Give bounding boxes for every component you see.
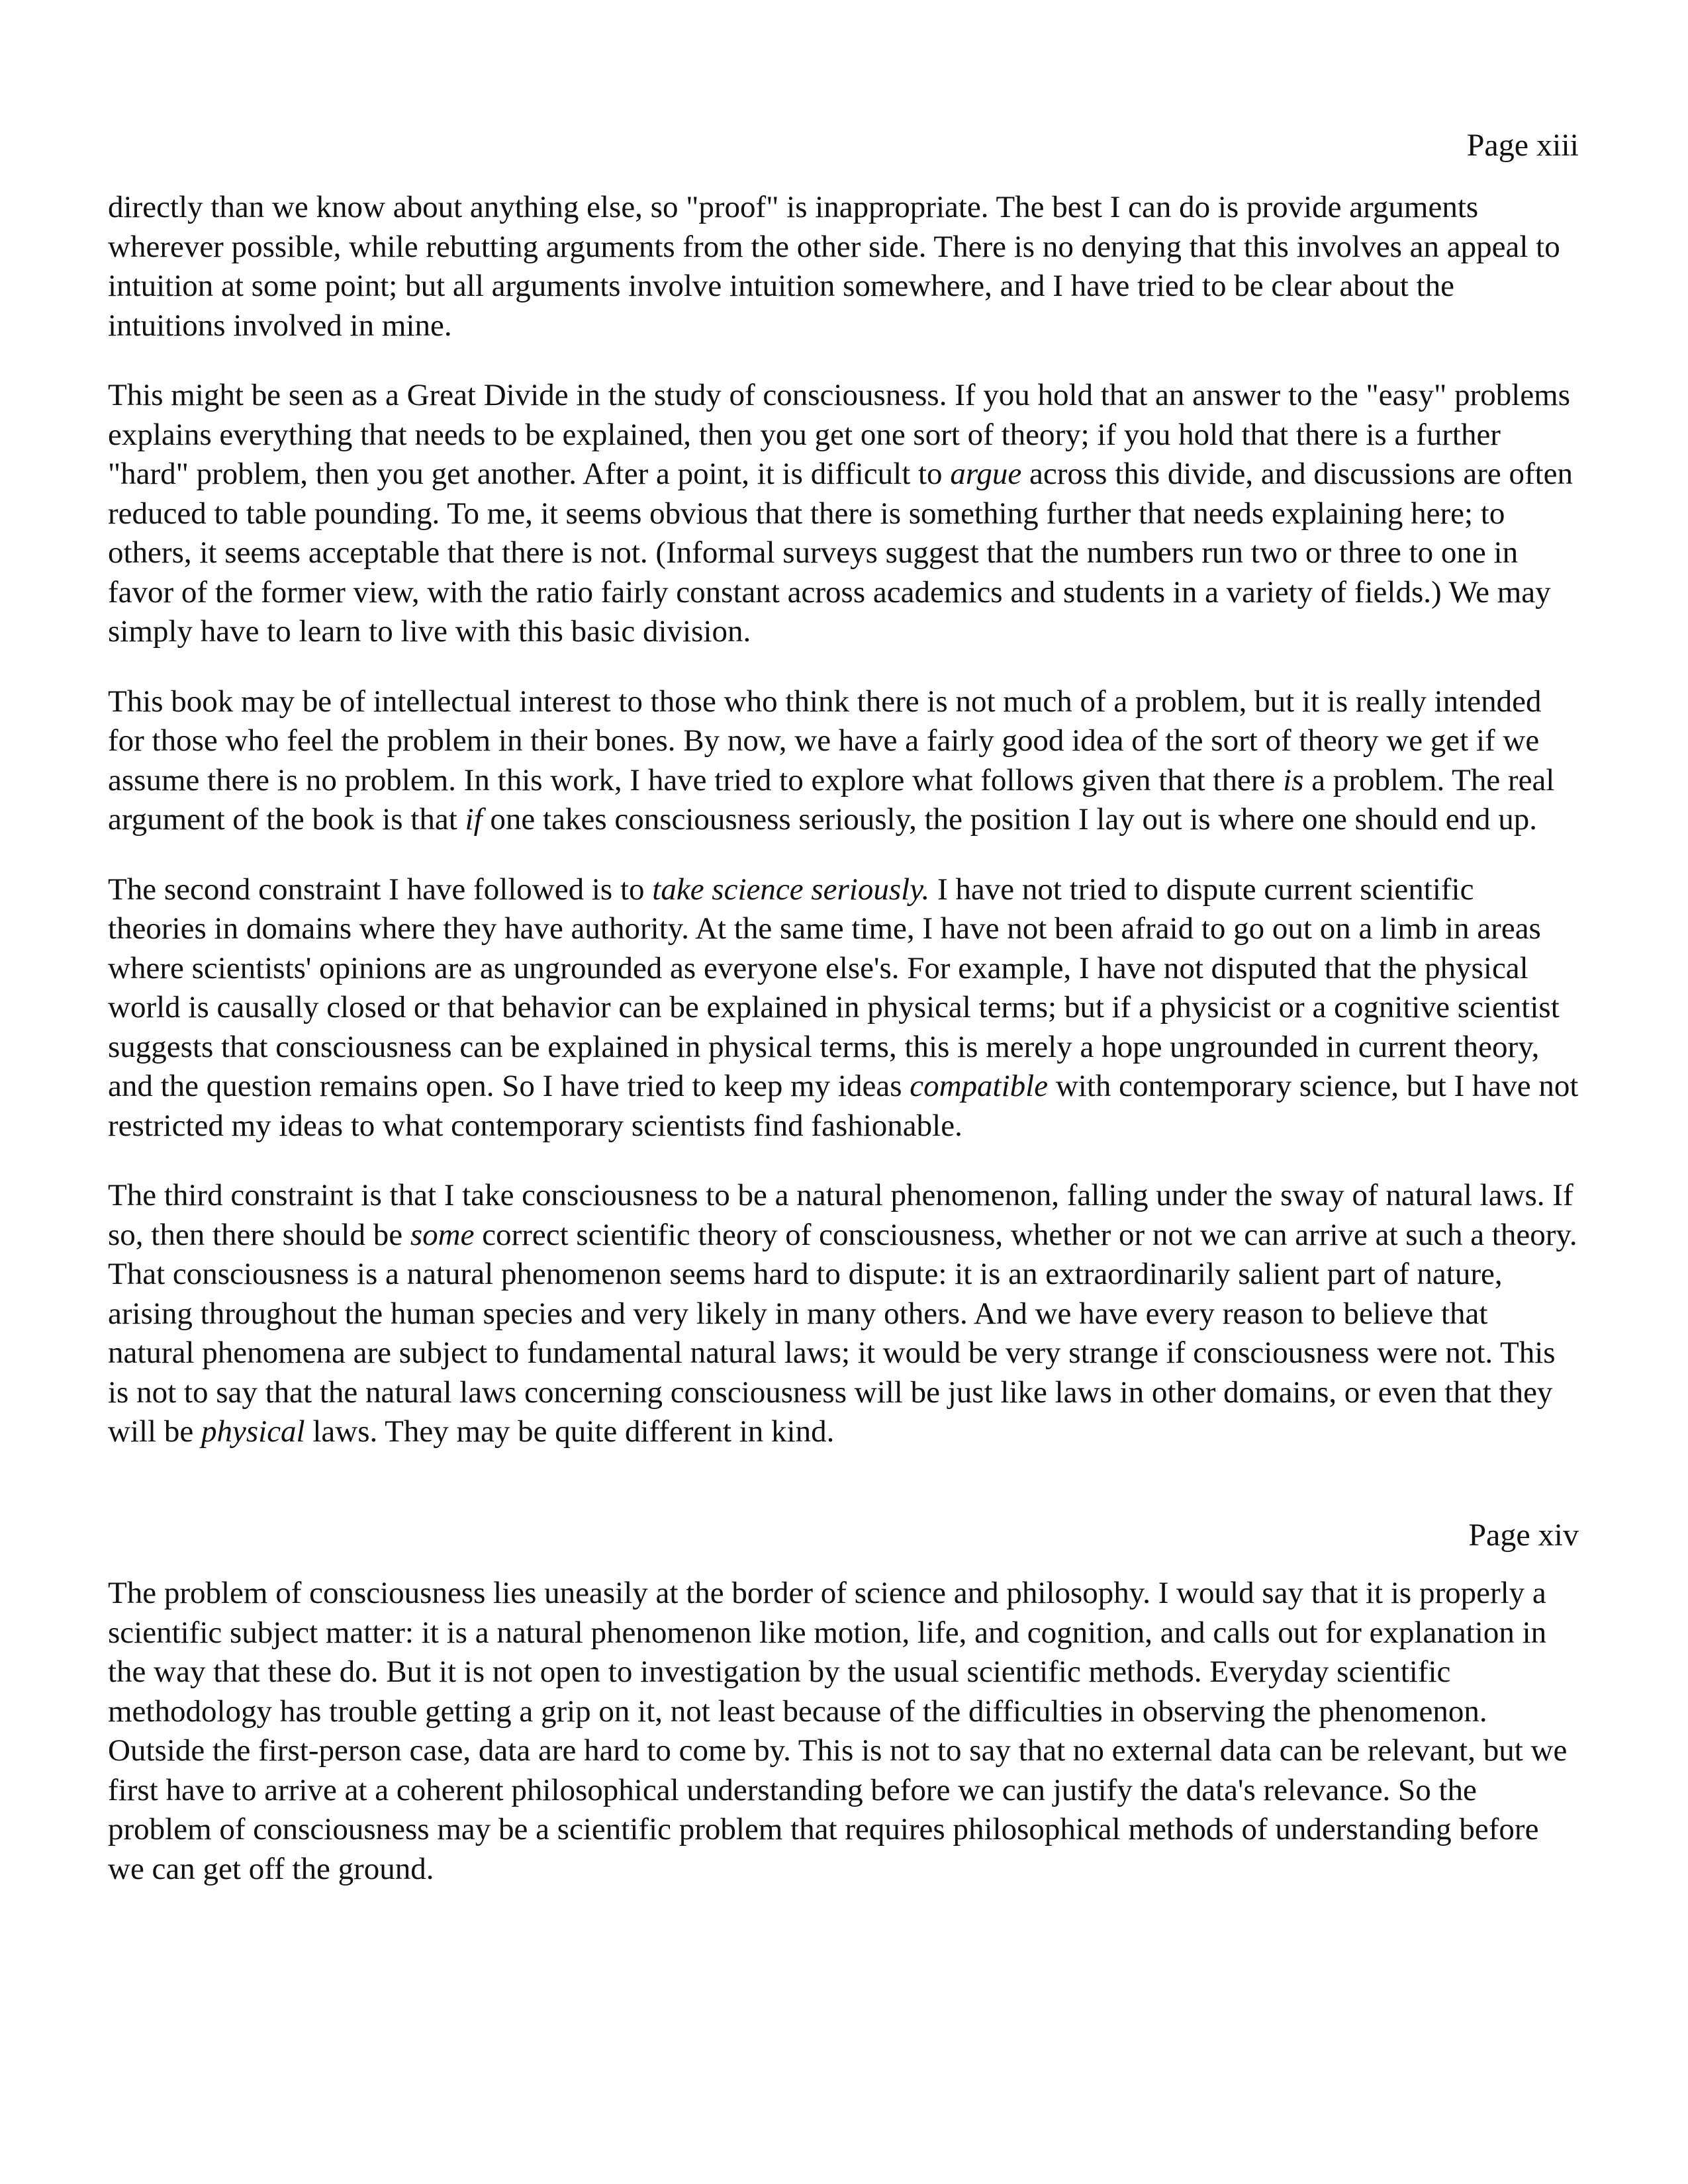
paragraph <box>108 188 1579 345</box>
italic-text: physical <box>201 1414 305 1449</box>
text-run: This book may be of intellectual interest to those who think there is not much of a problem, but it is really intended for those who feel the problem in their bones. By now, we have a fairly good idea of the sort of theory we get if we assume there is no problem. In this work, I have tried to explore what follows given that there <box>108 684 1542 797</box>
paragraph <box>108 682 1579 840</box>
text-run: with contemporary science, but I have not restricted my ideas to what contemporary scientists find fashionable. <box>108 1069 1579 1143</box>
paragraph <box>108 870 1579 1146</box>
italic-text: argue <box>950 457 1022 491</box>
text-run: The third constraint is that I take consciousness to be a natural phenomenon, falling under the sway of natural laws. If so, then there should be <box>108 1178 1573 1252</box>
text-run: The problem of consciousness lies uneasily at the border of science and philosophy. I would say that it is properly a scientific subject matter: it is a natural phenomenon like motion, life, and cognition, and calls out for explanation in the way that these do. But it is not open to investigation by the usual scientific methods. Everyday scientific methodology has trouble getting a grip on it, not least because of the difficulties in observing the phenomenon. Outside the first-person case, data are hard to come by. This is not to say that no external data can be relevant, but we first have to arrive at a coherent philosophical understanding before we can justify the data's relevance. So the problem of consciousness may be a scientific problem that requires philosophical methods of understanding before we can get off the ground. <box>108 1576 1568 1886</box>
text-run: across this divide, and discussions are often reduced to table pounding. To me, it seems obvious that there is something further that needs explaining here; to others, it seems acceptable that there is not. (Informal surveys suggest that the numbers run two or three to one in favor of the former view, with the ratio fairly constant across academics and students in a variety of fields.) We may simply have to learn to live with this basic division. <box>108 457 1573 649</box>
paragraph <box>108 1176 1579 1452</box>
text-run: laws. They may be quite different in kind. <box>305 1414 835 1449</box>
page-number-xiii: Page xiii <box>1466 128 1579 163</box>
italic-text: if <box>465 802 483 837</box>
paragraph <box>108 376 1579 652</box>
text-run: The second constraint I have followed is to <box>108 872 653 907</box>
text-run: correct scientific theory of consciousness, whether or not we can arrive at such a theory. That consciousness is a natural phenomenon seems hard to dispute: it is an extraordinarily salient part of nature, arising throughout the human species and very likely in many others. And we have every reason to believe that natural phenomena are subject to fundamental natural laws; it would be very strange if consciousness were not. This is not to say that the natural laws concerning consciousness will be just like laws in other domains, or even that they will be <box>108 1217 1577 1449</box>
italic-text: compatible <box>910 1069 1049 1103</box>
text-run: directly than we know about anything else, so "proof" is inappropriate. The best I can do is provide arguments wherever possible, while rebutting arguments from the other side. There is no denying that this involves an appeal to intuition at some point; but all arguments involve intuition somewhere, and I have tried to be clear about the intuitions involved in mine. <box>108 190 1560 343</box>
italic-text: take science seriously. <box>652 872 930 907</box>
page-xiv-body <box>108 1574 1579 1919</box>
page-xiii-body <box>108 188 1579 1482</box>
text-run: I have not tried to dispute current scientific theories in domains where they have authority. At the same time, I have not been afraid to go out on a limb in areas where scientists' opinions are as ungrounded as everyone else's. For example, I have not disputed that the physical world is causally closed or that behavior can be explained in physical terms; but if a physicist or a cognitive scientist suggests that consciousness can be explained in physical terms, this is merely a hope ungrounded in current theory, and the question remains open. So I have tried to keep my ideas <box>108 872 1560 1103</box>
paragraph <box>108 1574 1579 1889</box>
text-run: This might be seen as a Great Divide in the study of consciousness. If you hold that an answer to the "easy" problems explains everything that needs to be explained, then you get one sort of theory; if you hold that there is a further "hard" problem, then you get another. After a point, it is difficult to <box>108 378 1571 491</box>
page-number-xiv: Page xiv <box>1468 1518 1579 1553</box>
italic-text: is <box>1283 762 1304 797</box>
italic-text: some <box>410 1217 475 1252</box>
text-run: a problem. The real argument of the book is that <box>108 762 1555 837</box>
text-run: one takes consciousness seriously, the position I lay out is where one should end up. <box>482 802 1538 837</box>
